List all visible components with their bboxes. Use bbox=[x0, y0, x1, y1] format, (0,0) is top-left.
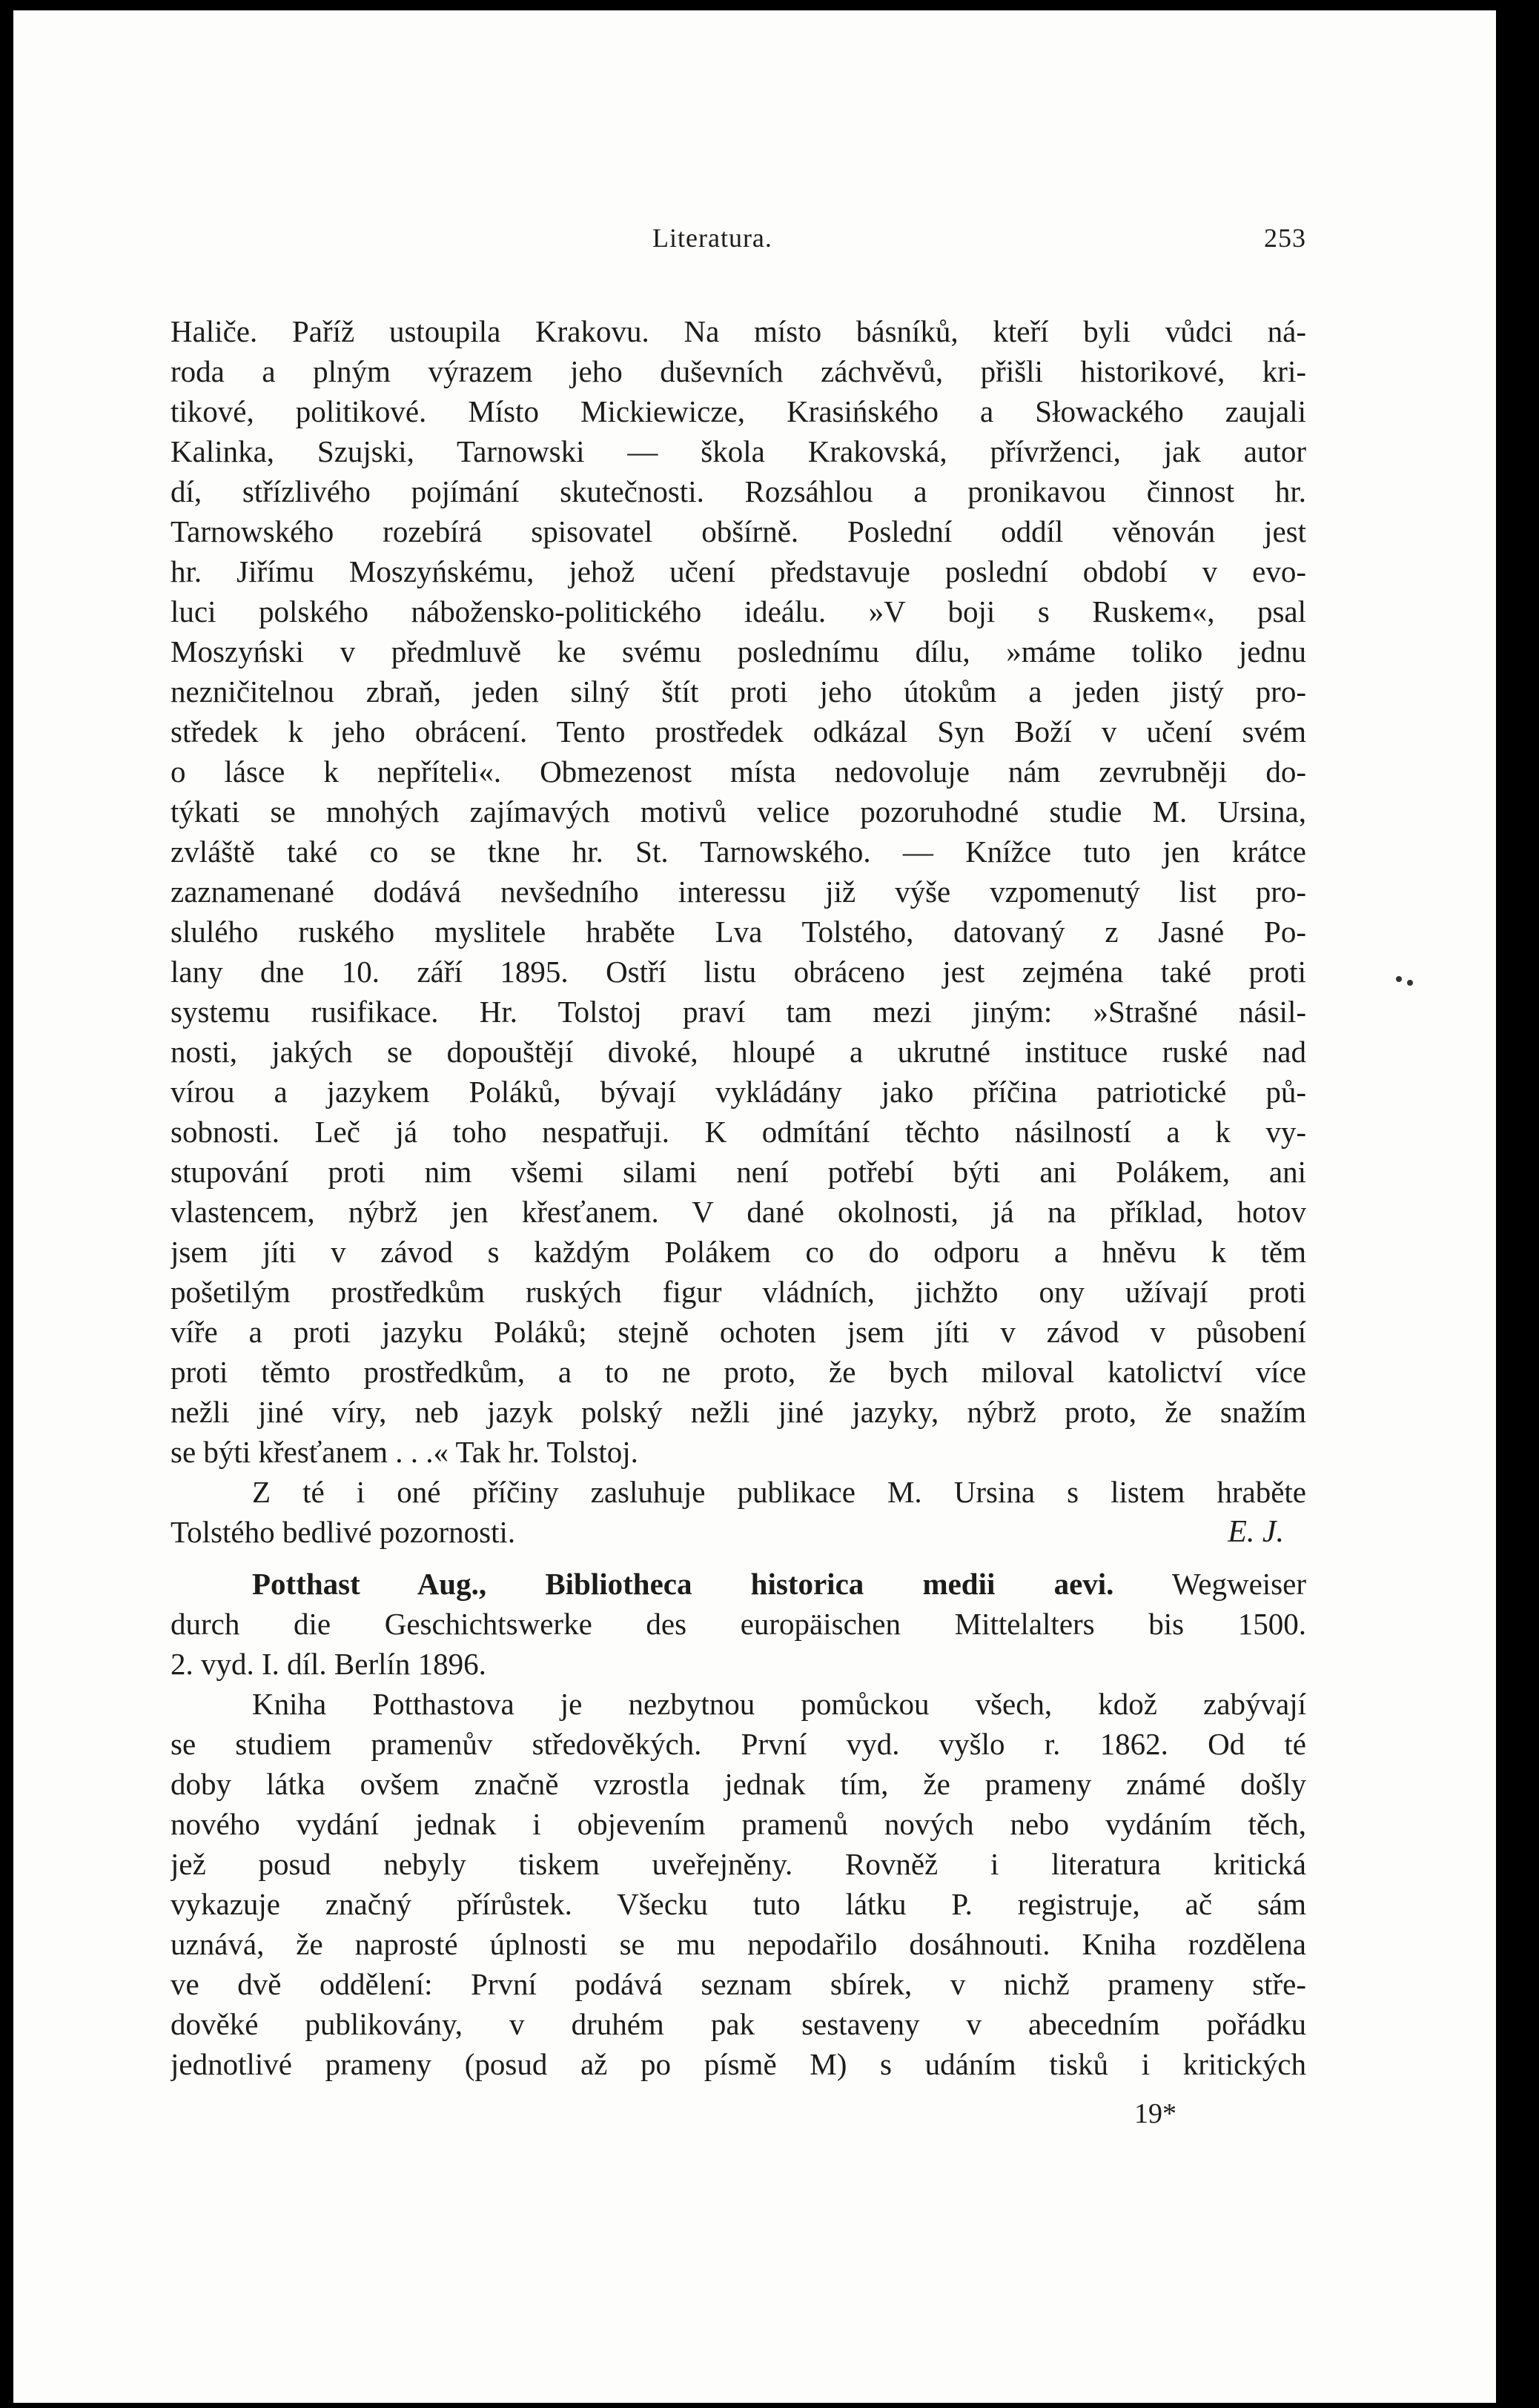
page-number: 253 bbox=[1264, 223, 1306, 253]
text-line: jež posud nebyly tiskem uveřejněny. Rovněž i literatura kritická bbox=[171, 1847, 1306, 1881]
text-line: vlastencem, nýbrž jen křesťanem. V dané okolnosti, já na příklad, hotov bbox=[171, 1195, 1306, 1229]
review-potthast bbox=[171, 1564, 1306, 2084]
text-line: tikové, politikové. Místo Mickiewicze, Krasińského a Słowackého zaujali bbox=[171, 394, 1306, 428]
text-line: 2. vyd. I. díl. Berlín 1896. bbox=[171, 1647, 486, 1681]
text-line: vykazuje značný přírůstek. Všecku tuto látku P. registruje, ač sám bbox=[171, 1887, 1306, 1921]
text-line: nového vydání jednak i objevením pramenů nových nebo vydáním těch, bbox=[171, 1807, 1306, 1841]
text-line: durch die Geschichtswerke des europäischen Mittelalters bis 1500. bbox=[171, 1607, 1306, 1641]
text-line: Kalinka, Szujski, Tarnowski — škola Krakovská, přívrženci, jak autor bbox=[171, 434, 1306, 468]
text-line: nežli jiné víry, neb jazyk polský nežli jiné jazyky, nýbrž proto, že snažím bbox=[171, 1395, 1306, 1429]
text-line: luci polského nábožensko-politického ideálu. »V boji s Ruskem«, psal bbox=[171, 594, 1306, 628]
header-title: Literatura. bbox=[652, 223, 772, 253]
text-line: dí, střízlivého pojímání skutečnosti. Rozsáhlou a pronikavou činnost hr. bbox=[171, 474, 1306, 508]
text-line: Tolstého bedlivé pozornosti. bbox=[171, 1515, 516, 1549]
review-book-title: Bibliotheca historica medii aevi. bbox=[545, 1567, 1114, 1601]
text-line: lany dne 10. září 1895. Ostří listu obráceno jest zejména také proti bbox=[171, 955, 1306, 989]
text-line: sobnosti. Leč já toho nespatřuji. K odmítání těchto násilností a k vy- bbox=[171, 1115, 1306, 1149]
text-line: dověké publikovány, v druhém pak sestaveny v abecedním pořádku bbox=[171, 2007, 1306, 2041]
text-line: uznává, že naprosté úplnosti se mu nepodařilo dosáhnouti. Kniha rozdělena bbox=[171, 1927, 1306, 1961]
text-line: roda a plným výrazem jeho duševních záchvěvů, přišli historikové, kri- bbox=[171, 354, 1306, 388]
reviewer-signature: E. J. bbox=[1228, 1515, 1284, 1549]
text-line: Haliče. Paříž ustoupila Krakovu. Na místo básníků, kteří byli vůdci ná- bbox=[171, 314, 1306, 348]
review-author: Potthast Aug., bbox=[252, 1567, 487, 1601]
text-line: doby látka ovšem značně vzrostla jednak tím, že prameny známé došly bbox=[171, 1767, 1306, 1801]
text-line: ve dvě oddělení: První podává seznam sbírek, v nichž prameny stře- bbox=[171, 1967, 1306, 2001]
speck-mark bbox=[1396, 976, 1402, 982]
signature-mark: 19* bbox=[1134, 2098, 1176, 2129]
text-line: pošetilým prostředkům ruských figur vládních, jichžto ony užívají proti bbox=[171, 1275, 1306, 1309]
text-line: se studiem pramenův středověkých. První vyd. vyšlo r. 1862. Od té bbox=[171, 1727, 1306, 1761]
text-line: slulého ruského myslitele hraběte Lva Tolstého, datovaný z Jasné Po- bbox=[171, 915, 1306, 949]
text-line: se býti křesťanem . . .« Tak hr. Tolstoj. bbox=[171, 1435, 638, 1469]
text-line: o lásce k nepříteli«. Obmezenost místa nedovoluje nám zevrubněji do- bbox=[171, 754, 1306, 789]
text-line: nezničitelnou zbraň, jeden silný štít proti jeho útokům a jeden jistý pro- bbox=[171, 674, 1306, 709]
text-line: Tarnowského rozebírá spisovatel obšírně. Poslední oddíl věnován jest bbox=[171, 514, 1306, 548]
review-continuation bbox=[171, 311, 1306, 1552]
text-line: zaznamenané dodává nevšedního interessu již výše vzpomenutý list pro- bbox=[171, 875, 1306, 909]
text-line: středek k jeho obrácení. Tento prostředek odkázal Syn Boží v učení svém bbox=[171, 714, 1306, 749]
review-heading-rest: Wegweiser bbox=[1171, 1567, 1306, 1601]
text-line: zvláště také co se tkne hr. St. Tarnowského. — Knížce tuto jen krátce bbox=[171, 835, 1306, 869]
text-line: stupování proti nim všemi silami není potřebí býti ani Polákem, ani bbox=[171, 1155, 1306, 1189]
speck-mark bbox=[1407, 980, 1413, 986]
text-line: Kniha Potthastova je nezbytnou pomůckou všech, kdož zabývají bbox=[252, 1687, 1306, 1721]
text-line: hr. Jiřímu Moszyńskému, jehož učení představuje poslední období v evo- bbox=[171, 554, 1306, 588]
text-line: nosti, jakých se dopouštějí divoké, hloupé a ukrutné instituce ruské nad bbox=[171, 1035, 1306, 1069]
text-line: vírou a jazykem Poláků, bývají vykládány jako příčina patriotické pů- bbox=[171, 1075, 1306, 1109]
text-line: jednotlivé prameny (posud až po písmě M) s udáním tisků i kritických bbox=[171, 2047, 1306, 2081]
text-line: Z té i oné příčiny zasluhuje publikace M. Ursina s listem hraběte bbox=[252, 1475, 1306, 1509]
text-line: víře a proti jazyku Poláků; stejně ochoten jsem jíti v závod v působení bbox=[171, 1315, 1306, 1349]
text-line: jsem jíti v závod s každým Polákem co do odporu a hněvu k těm bbox=[171, 1235, 1306, 1269]
text-line: Moszyński v předmluvě ke svému poslednímu dílu, »máme toliko jednu bbox=[171, 634, 1306, 669]
text-line: týkati se mnohých zajímavých motivů velice pozoruhodné studie M. Ursina, bbox=[171, 795, 1306, 829]
review-heading-line bbox=[171, 1564, 1306, 1604]
text-line: systemu rusifikace. Hr. Tolstoj praví tam mezi jiným: »Strašné násil- bbox=[171, 995, 1306, 1029]
text-line: proti těmto prostředkům, a to ne proto, že bych miloval katolictví více bbox=[171, 1355, 1306, 1389]
closing-line bbox=[171, 1512, 1306, 1552]
running-header bbox=[171, 222, 1306, 267]
